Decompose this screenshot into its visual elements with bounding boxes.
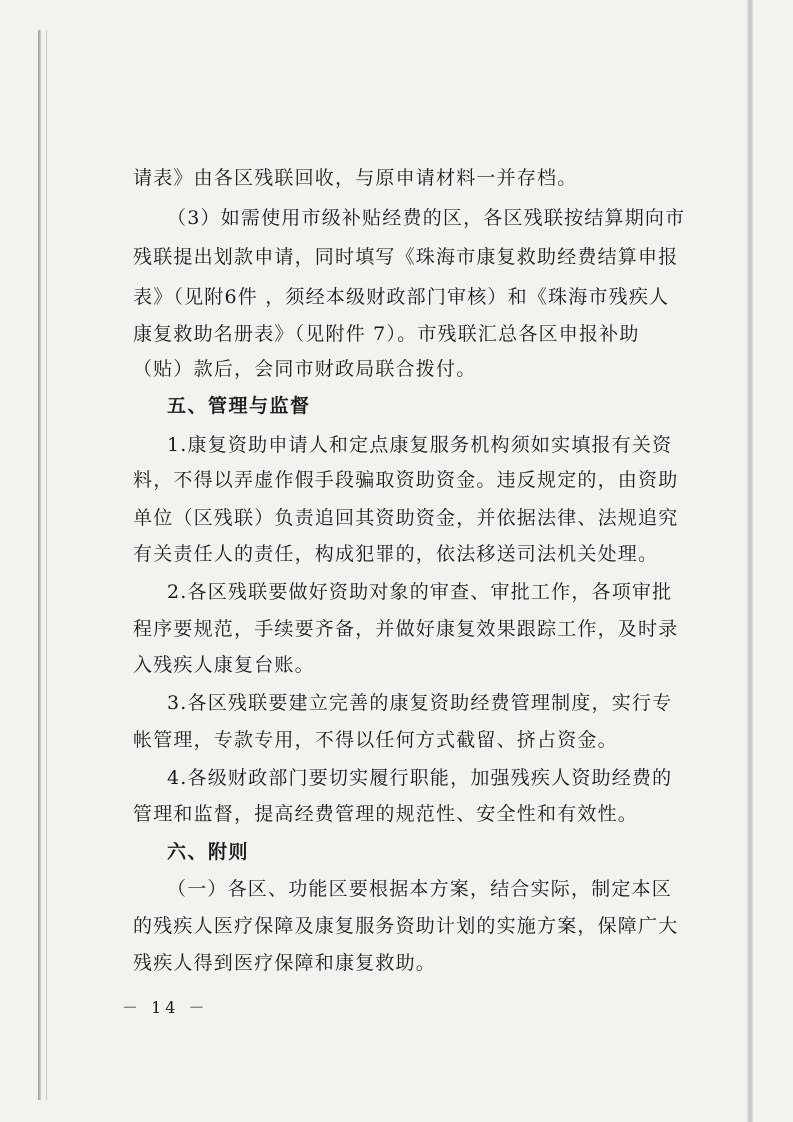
section-heading-5: 五、管理与监督 — [167, 395, 311, 417]
body-line-9: 料，不得以弄虚作假手段骗取资助资金。违反规定的，由资助 — [133, 469, 679, 491]
body-line-14: 入残疾人康复台账。 — [133, 654, 315, 676]
body-line-20: （一）各区、功能区要根据本方案，结合实际，制定本区 — [167, 878, 673, 900]
body-line-2: （3）如需使用市级补贴经费的区，各区残联按结算期向市 — [167, 207, 686, 229]
body-line-5: 康复救助名册表》（见附件 7）。市残联汇总各区申报补助 — [133, 323, 640, 345]
body-line-10: 单位（区残联）负责追回其资助资金，并依据法律、法规追究 — [133, 507, 679, 529]
body-line-16: 帐管理，专款专用，不得以任何方式截留、挤占资金。 — [133, 729, 618, 751]
body-line-11: 有关责任人的责任，构成犯罪的，依法移送司法机关处理。 — [133, 543, 659, 565]
body-line-13: 程序要规范，手续要齐备，并做好康复效果跟踪工作，及时录 — [133, 618, 679, 640]
body-line-17: 4.各级财政部门要切实履行职能，加强残疾人资助经费的 — [167, 767, 673, 789]
body-line-18: 管理和监督，提高经费管理的规范性、安全性和有效性。 — [133, 803, 639, 825]
body-line-3: 残联提出划款申请，同时填写《珠海市康复救助经费结算申报 — [133, 246, 679, 268]
body-line-6: （贴）款后，会同市财政局联合拨付。 — [133, 358, 477, 380]
body-line-4: 表》（见附6件 ，须经本级财政部门审核）和《珠海市残疾人 — [133, 286, 670, 308]
body-line-22: 残疾人得到医疗保障和康复救助。 — [133, 952, 437, 974]
body-line-15: 3.各区残联要建立完善的康复资助经费管理制度，实行专 — [167, 692, 673, 714]
body-line-12: 2.各区残联要做好资助对象的审查、审批工作，各项审批 — [167, 581, 673, 603]
body-line-21: 的残疾人医疗保障及康复服务资助计划的实施方案，保障广大 — [133, 915, 679, 937]
body-line-8: 1.康复资助申请人和定点康复服务机构须如实填报有关资 — [167, 434, 673, 456]
section-heading-6: 六、附则 — [167, 841, 250, 863]
body-line-1: 请表》由各区残联回收，与原申请材料一并存档。 — [133, 167, 578, 189]
page-number: － 14 － — [122, 998, 209, 1017]
